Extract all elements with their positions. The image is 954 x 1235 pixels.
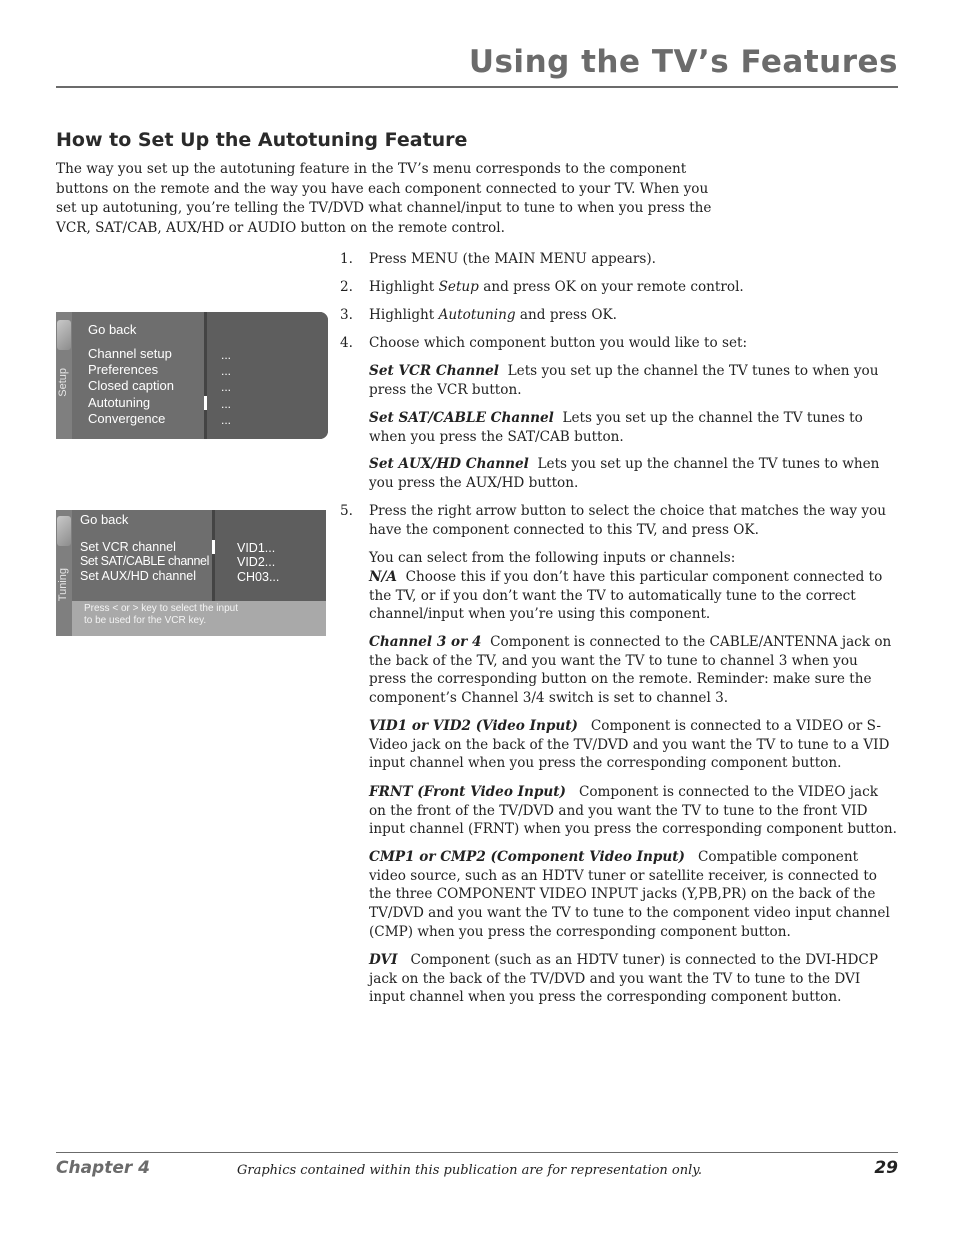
menu-item-autotuning: Autotuning (88, 395, 151, 410)
option-frnt (369, 783, 899, 839)
menu-item-go-back: Go back (88, 322, 137, 337)
step-number: 4. (340, 335, 353, 351)
menu-value: ... (221, 364, 232, 378)
option-term: Set AUX/HD Channel (369, 456, 529, 472)
step-2 (369, 278, 899, 297)
step-text: Highlight (369, 279, 439, 295)
option-channel-3-4 (369, 633, 899, 708)
option-term: DVI (369, 952, 398, 968)
section-heading: How to Set Up the Autotuning Feature (56, 129, 468, 151)
help-line: Press < or > key to select the input (84, 603, 238, 614)
step-text: Highlight (369, 307, 439, 323)
footer-disclaimer: Graphics contained within this publication are for representation only. (237, 1163, 703, 1178)
option-dvi (369, 951, 899, 1007)
menu-item-preferences: Preferences (88, 362, 159, 377)
menu-item-set-vcr: Set VCR channel (80, 540, 176, 554)
option-desc: Component is connected to the CABLE/ANTENNA jack on the back of the TV, and you want the TV to tune to channel 3 when you press the corresponding button on the remote. Reminder: make sure the component’s Channel 3/4 switch is set to channel 3. (369, 634, 892, 707)
option-desc: Lets you set up the channel the TV tunes to when you press the SAT/CAB button. (369, 410, 863, 445)
menu-cursor (212, 540, 215, 554)
option-term: FRNT (Front Video Input) (369, 784, 566, 800)
menu-item-go-back: Go back (80, 512, 129, 527)
menu-side-label: Setup (57, 368, 69, 397)
option-desc: Lets you set up the channel the TV tunes to when you press the VCR button. (369, 363, 879, 398)
option-desc: Compatible component video source, such as an HDTV tuner or satellite receiver, is connected to the three COMPONENT VIDEO INPUT jacks (Y,PB,PR) on the back of the TV/DVD and you want the TV to tune to the component video input channel (CMP) when you press the corresponding component button. (369, 849, 890, 940)
step-5: Press the right arrow button to select the choice that matches the way you have the component connected to this TV, and press OK. (369, 503, 886, 538)
option-sat (369, 409, 899, 446)
title-rule (56, 86, 898, 88)
menu-item-set-sat-cable: Set SAT/CABLE channel (80, 554, 209, 568)
step-number: 5. (340, 503, 353, 519)
option-term: Channel 3 or 4 (369, 634, 482, 650)
option-desc: Lets you set up the channel the TV tunes to when you press the AUX/HD button. (369, 456, 880, 491)
menu-cursor (204, 396, 207, 410)
tuning-menu-screen (56, 510, 326, 636)
menu-value: ... (221, 397, 232, 411)
menu-help-text (84, 603, 238, 627)
page-title: Using the TV’s Features (468, 44, 898, 80)
menu-item-channel-setup: Channel setup (88, 346, 172, 361)
menu-value: ... (221, 348, 232, 362)
footer-rule (56, 1152, 898, 1153)
setup-menu-screen (56, 312, 328, 439)
step-3 (369, 306, 899, 325)
option-term: CMP1 or CMP2 (Component Video Input) (369, 849, 685, 865)
option-vcr (369, 362, 899, 399)
menu-item-convergence: Convergence (88, 411, 166, 426)
step-number: 3. (340, 307, 353, 323)
intro-paragraph: The way you set up the autotuning feature in the TV’s menu corresponds to the component buttons on the remote and the way you have each component connected to your TV. When you set up autotuning, you’re telling the TV/DVD what channel/input to tune to when you press the VCR, SAT/CAB, AUX/HD or AUDIO button on the remote control. (56, 161, 712, 236)
menu-item-closed-caption: Closed caption (88, 378, 174, 393)
step-text: and press OK. (515, 307, 617, 323)
option-term: VID1 or VID2 (Video Input) (369, 718, 578, 734)
option-desc: Choose this if you don’t have this particular component connected to the TV, or if you don’t want the TV to automatically tune to the correct channel/input when you’re using this component. (369, 569, 883, 623)
help-line: to be used for the VCR key. (84, 615, 207, 626)
step-number: 1. (340, 251, 353, 267)
step-1: Press MENU (the MAIN MENU appears). (369, 251, 656, 267)
option-desc: Component (such as an HDTV tuner) is connected to the DVI-HDCP jack on the back of the TV/DVD and you want the TV to tune to the DVI input channel when you press the corresponding component button. (369, 952, 878, 1006)
option-cmp (369, 848, 899, 942)
option-term: Set VCR Channel (369, 363, 499, 379)
remote-icon (57, 516, 71, 546)
menu-side-tab (56, 312, 72, 439)
menu-value-vcr: VID1... (237, 541, 276, 555)
option-desc: Component is connected to a VIDEO or S-Video jack on the back of the TV/DVD and you want the TV to tune to a VID input channel when you press the corresponding component button. (369, 718, 890, 772)
select-intro: You can select from the following inputs or channels: (369, 550, 736, 566)
option-desc: Component is connected to the VIDEO jack on the front of the TV/DVD and you want the TV to tune to the front VID input channel (FRNT) when you press the corresponding component button. (369, 784, 897, 838)
page-number: 29 (874, 1158, 898, 1178)
step-4: Choose which component button you would like to set: (369, 335, 748, 351)
option-na (369, 568, 899, 624)
option-vid (369, 717, 899, 773)
menu-item-set-aux-hd: Set AUX/HD channel (80, 569, 197, 583)
option-term: N/A (369, 569, 397, 585)
menu-side-tab (56, 510, 72, 636)
step-text: and press OK on your remote control. (478, 279, 744, 295)
step-emph: Autotuning (438, 307, 516, 323)
menu-value: ... (221, 413, 232, 427)
step-number: 2. (340, 279, 353, 295)
step-emph: Setup (438, 279, 479, 295)
menu-value-sat: VID2... (237, 555, 276, 569)
menu-side-label: Tuning (57, 568, 69, 602)
remote-icon (57, 320, 71, 350)
menu-value: ... (221, 380, 232, 394)
chapter-label: Chapter 4 (56, 1158, 151, 1178)
menu-value-aux: CH03... (237, 570, 280, 584)
option-aux (369, 455, 899, 492)
option-term: Set SAT/CABLE Channel (369, 410, 554, 426)
